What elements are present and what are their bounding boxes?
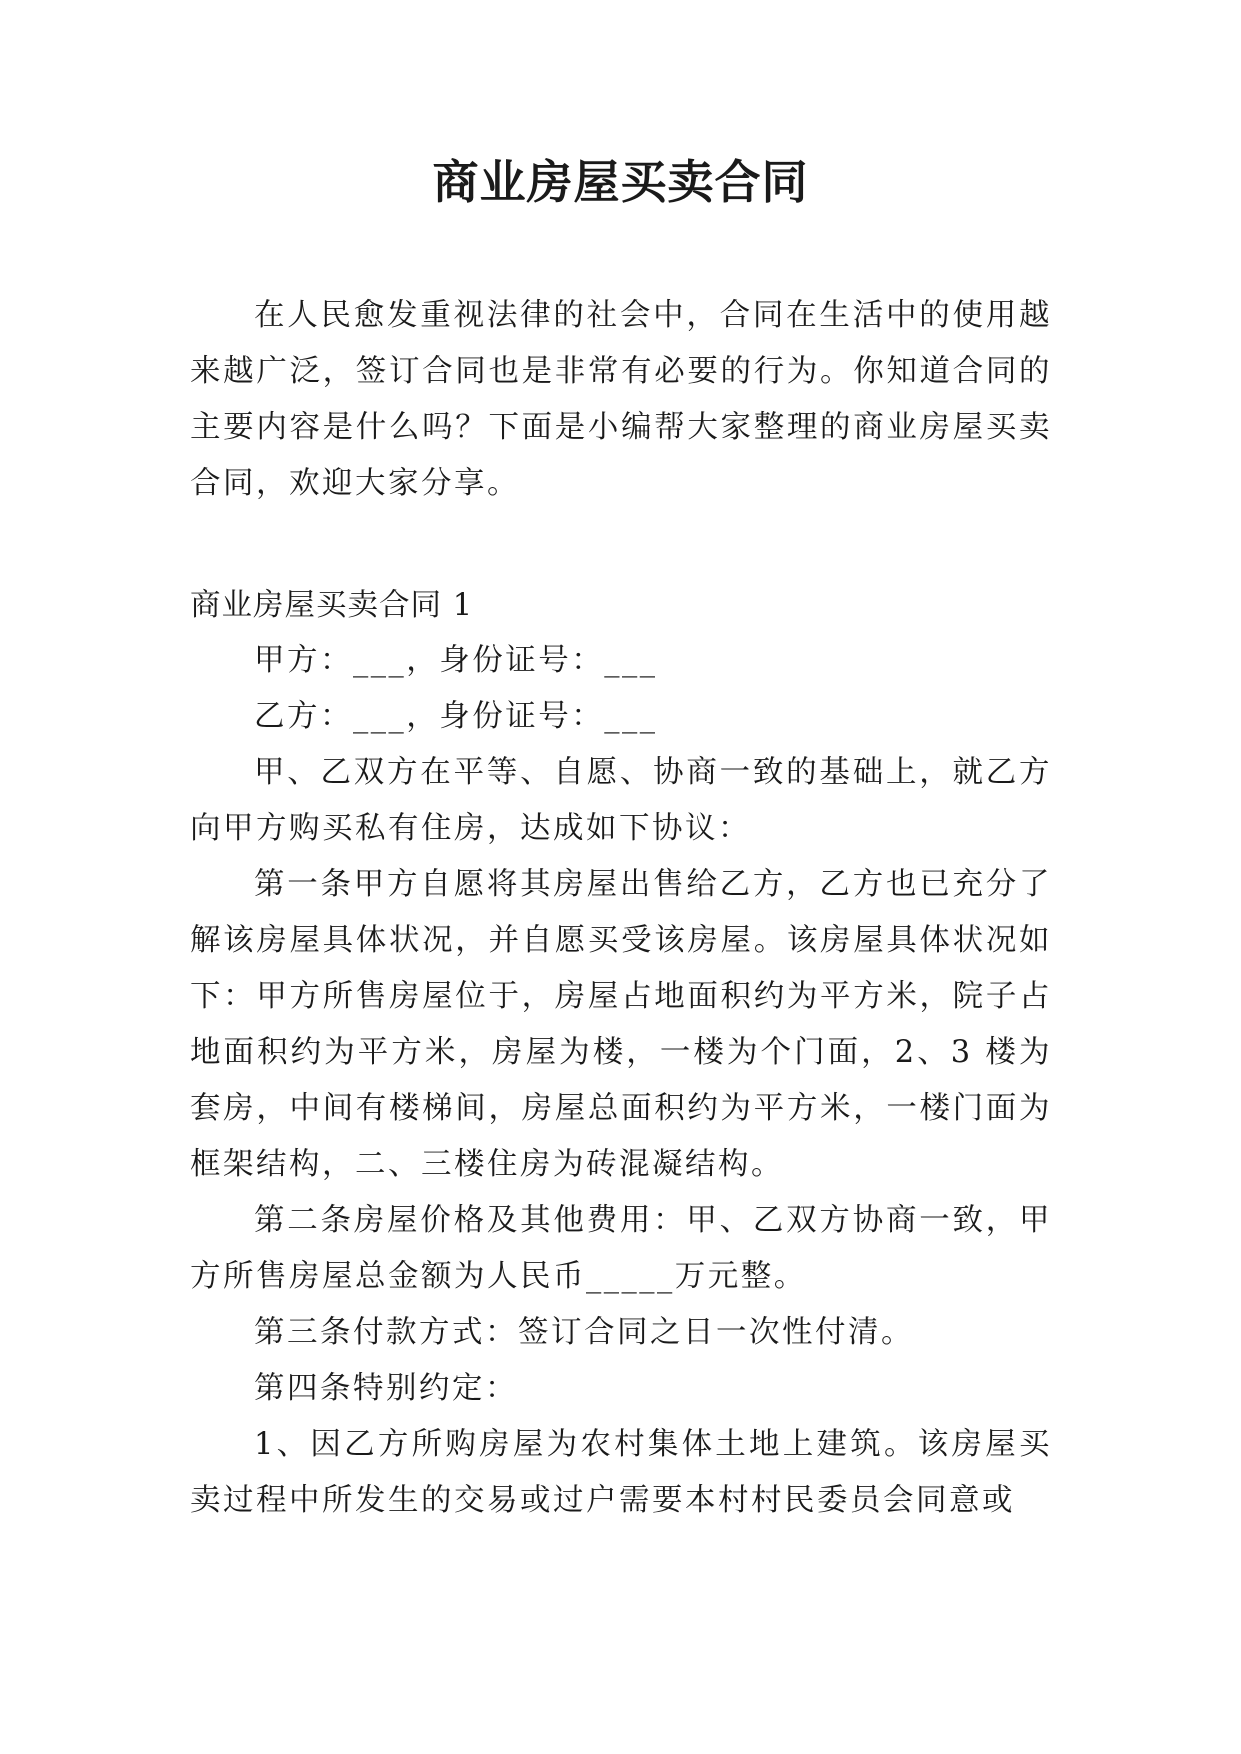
article-3: 第三条付款方式：签订合同之日一次性付清。 bbox=[254, 1315, 914, 1350]
contract-body bbox=[190, 633, 1052, 1529]
article-4: 第四条特别约定： bbox=[254, 1371, 518, 1406]
intro-paragraph: 在人民愈发重视法律的社会中，合同在生活中的使用越来越广泛，签订合同也是非常有必要的行为。你知道合同的主要内容是什么吗？下面是小编帮大家整理的商业房屋买卖合同，欢迎大家分享。 bbox=[190, 298, 1052, 501]
document-title: 商业房屋买卖合同 bbox=[432, 155, 809, 209]
section-heading: 商业房屋买卖合同 1 bbox=[190, 588, 474, 623]
agreement-preamble: 甲、乙双方在平等、自愿、协商一致的基础上，就乙方向甲方购买私有住房，达成如下协议： bbox=[190, 755, 1052, 846]
article-1: 第一条甲方自愿将其房屋出售给乙方，乙方也已充分了解该房屋具体状况，并自愿买受该房屋。该房屋具体状况如下：甲方所售房屋位于，房屋占地面积约为平方米，院子占地面积约为平方米，房屋为楼，一楼为个门面，2、3 楼为套房，中间有楼梯间，房屋总面积约为平方米，一楼门面为框架结构，二、三楼住房为砖混凝结构。 bbox=[190, 867, 1052, 1182]
party-b-line: 乙方：___，身份证号：___ bbox=[254, 699, 658, 734]
article-4-item-1: 1、因乙方所购房屋为农村集体土地上建筑。该房屋买卖过程中所发生的交易或过户需要本村村民委员会同意或 bbox=[190, 1427, 1052, 1518]
article-2: 第二条房屋价格及其他费用：甲、乙双方协商一致，甲方所售房屋总金额为人民币_____万元整。 bbox=[190, 1203, 1052, 1294]
party-a-line: 甲方：___，身份证号：___ bbox=[254, 643, 658, 678]
